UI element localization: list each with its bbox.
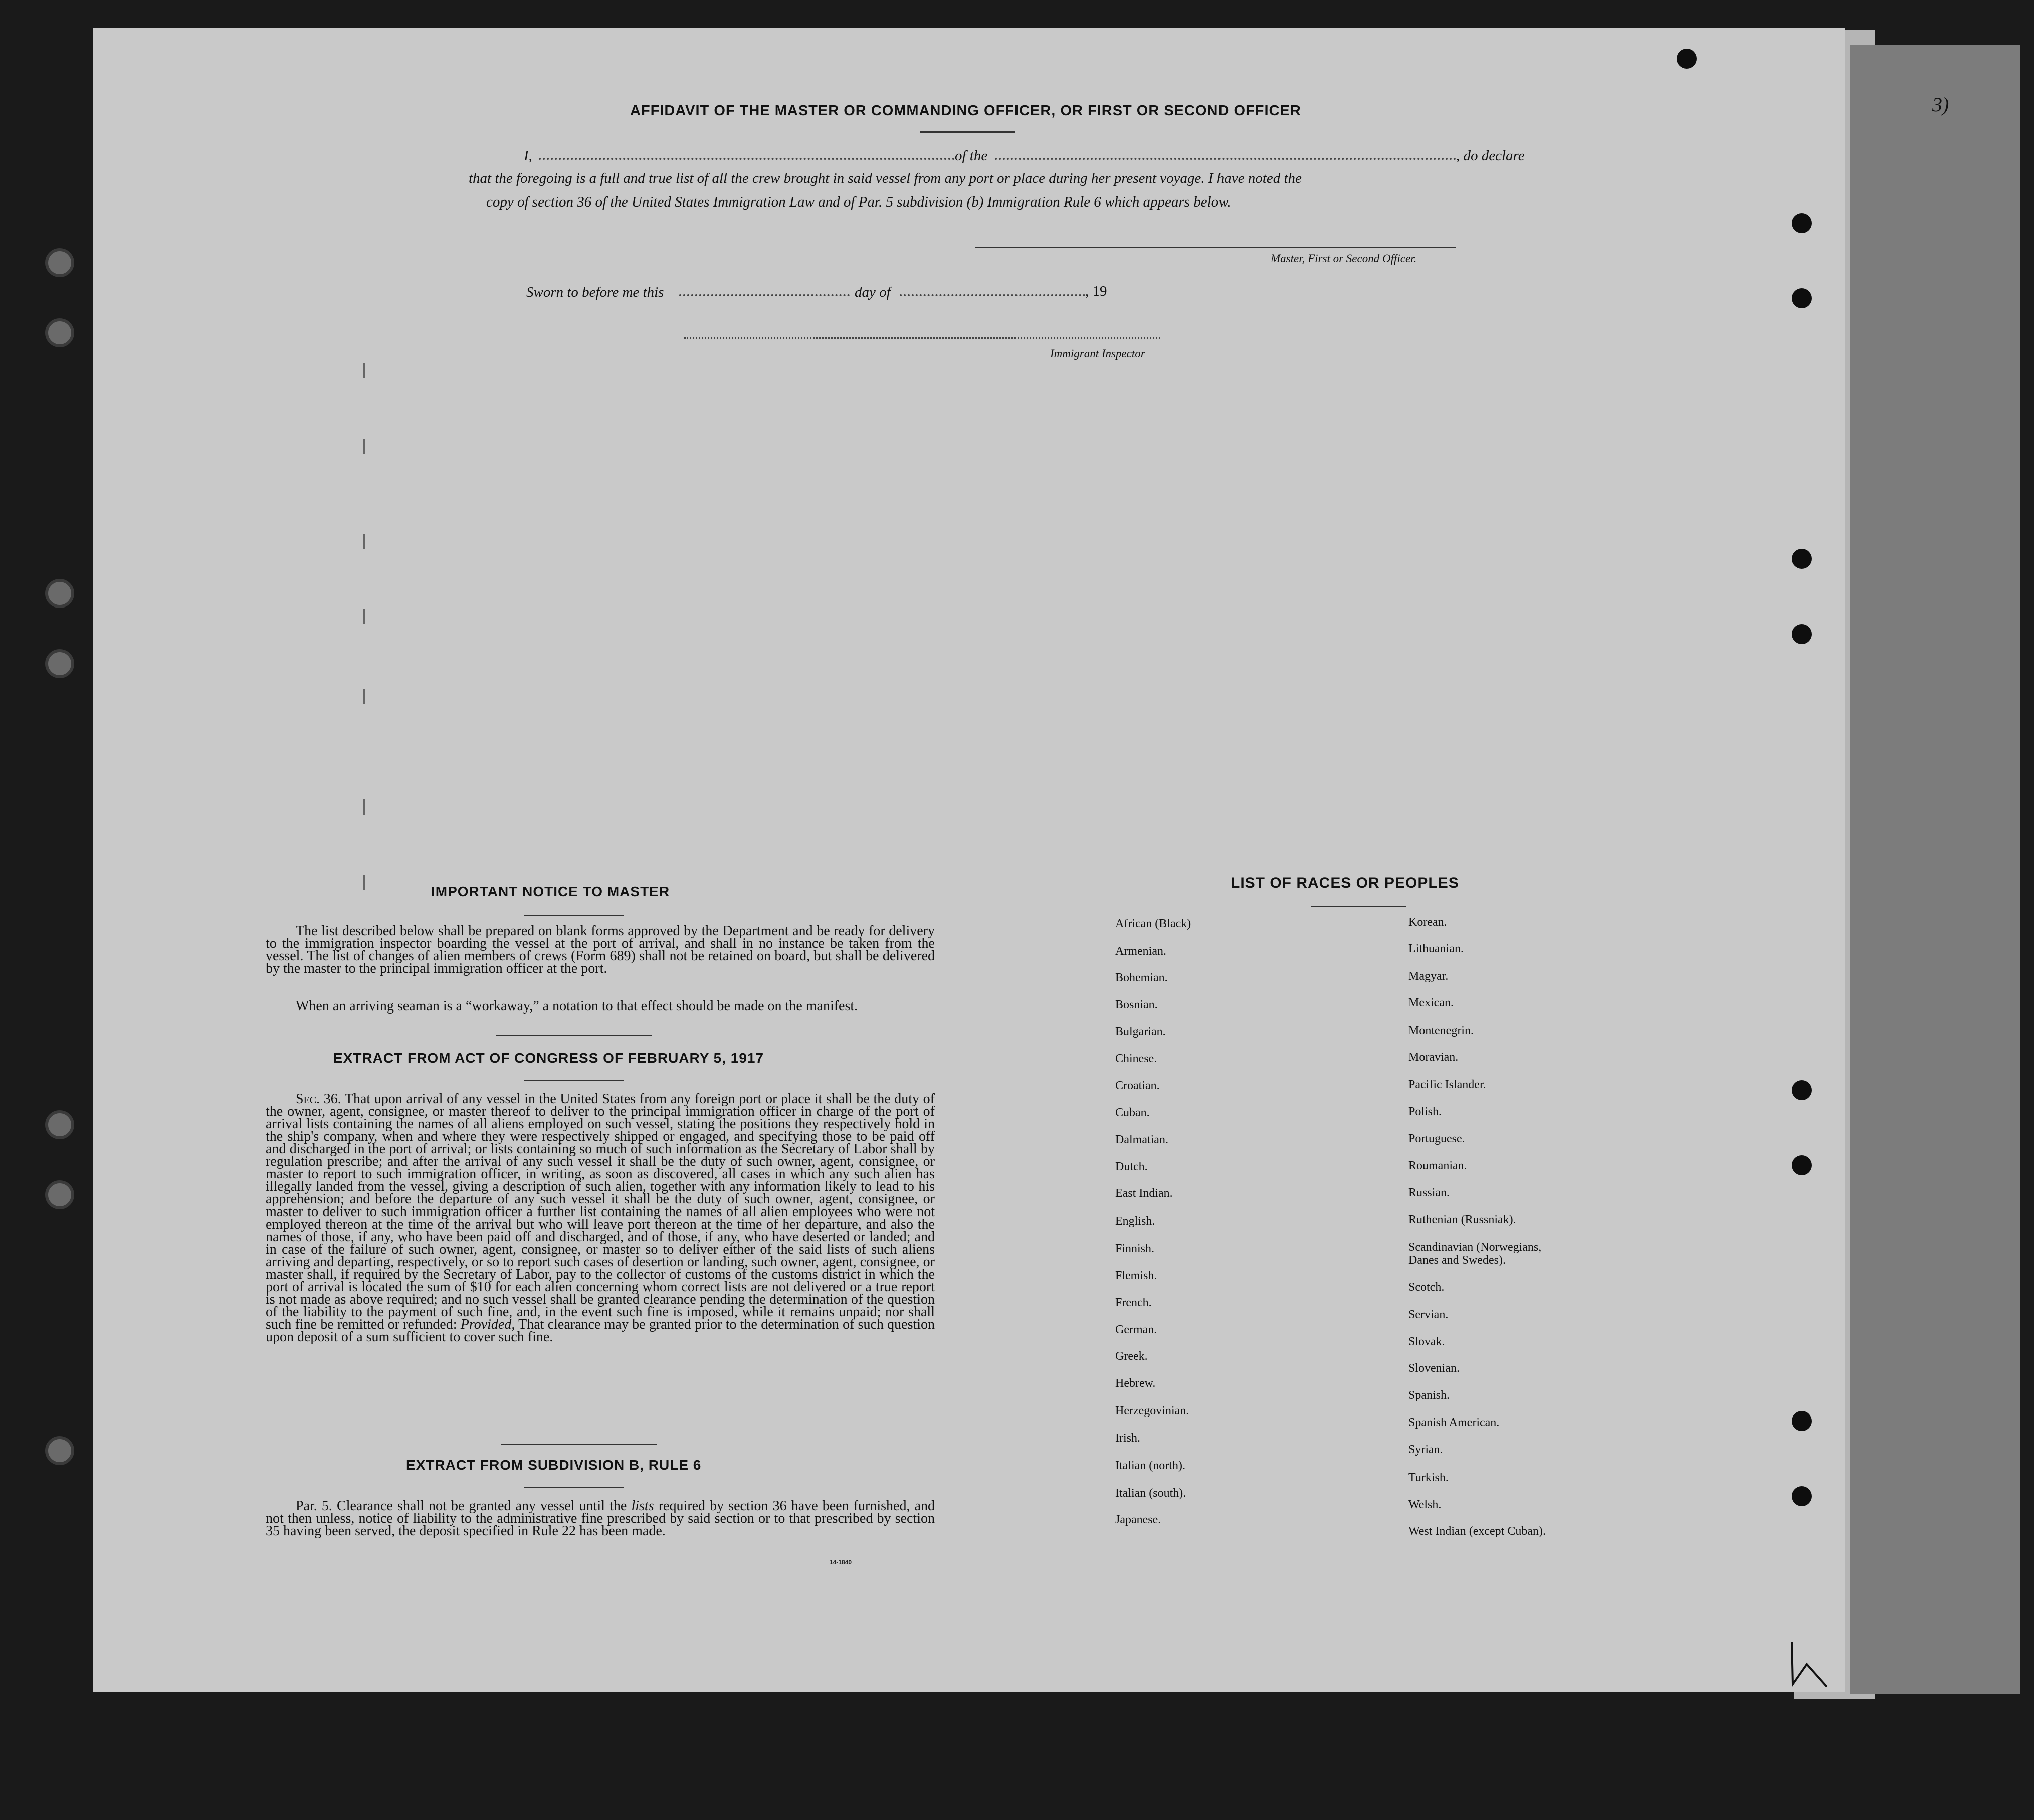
race-item: Dutch. — [1115, 1160, 1148, 1173]
section-rule — [524, 1487, 624, 1488]
punch-hole-right — [1792, 1486, 1812, 1506]
ghost-mark — [363, 609, 365, 624]
race-item: Herzegovinian. — [1115, 1404, 1189, 1418]
race-item: Cuban. — [1115, 1106, 1150, 1119]
race-item: Slovak. — [1408, 1335, 1445, 1348]
race-item: Pacific Islander. — [1408, 1078, 1486, 1091]
punch-hole-right — [1792, 624, 1812, 644]
race-item: Armenian. — [1115, 945, 1166, 958]
races-title: LIST OF RACES OR PEOPLES — [1231, 875, 1459, 891]
binding-hole-left — [45, 1110, 74, 1139]
race-item: Servian. — [1408, 1308, 1449, 1321]
ghost-mark — [363, 439, 365, 454]
sworn-day-blank[interactable] — [679, 294, 850, 296]
binding-hole-left — [45, 579, 74, 608]
race-item: Spanish American. — [1408, 1416, 1500, 1429]
notice-paragraph: When an arriving seaman is a “workaway,” a notation to that effect should be made on the manifest. — [296, 998, 858, 1014]
rule-text: Par. 5. Clearance shall not be granted any vessel until the — [296, 1498, 627, 1514]
race-item: Montenegrin. — [1408, 1024, 1474, 1037]
punch-hole-right — [1792, 1155, 1812, 1175]
margin-note: 3) — [1932, 93, 1949, 116]
race-item: English. — [1115, 1215, 1155, 1228]
race-item: Finnish. — [1115, 1242, 1155, 1255]
race-item: African (Black) — [1115, 917, 1191, 930]
race-item: Hebrew. — [1115, 1377, 1156, 1390]
punch-hole-right — [1792, 1411, 1812, 1431]
underlying-page-dark — [1850, 45, 2020, 1694]
race-item: Irish. — [1115, 1432, 1140, 1445]
inspector-signature-line[interactable] — [684, 337, 1160, 339]
race-item: French. — [1115, 1296, 1152, 1309]
ghost-mark — [363, 534, 365, 549]
rule-extract-title: EXTRACT FROM SUBDIVISION B, RULE 6 — [406, 1457, 702, 1473]
race-item: Bosnian. — [1115, 998, 1158, 1012]
rule-text: required by section 36 have been furnished, and not then unless, notice of liability to the administrative fine prescribed by said section or to that prescribed by section 35 having been served, the deposit specified in Rule 22 has been made. — [266, 1498, 935, 1539]
race-item: Ruthenian (Russniak). — [1408, 1213, 1516, 1226]
race-item: Syrian. — [1408, 1443, 1443, 1456]
section-label: Sec. 36. — [296, 1091, 341, 1107]
notice-rule — [524, 915, 624, 916]
race-item: Magyar. — [1408, 970, 1449, 983]
notice-title: IMPORTANT NOTICE TO MASTER — [431, 884, 670, 899]
race-item: Flemish. — [1115, 1269, 1157, 1282]
section-text-end: That clearance may be granted prior to the determination of such question upon deposit of a sum sufficient to cover such fine. — [266, 1317, 935, 1345]
race-item: Japanese. — [1115, 1513, 1161, 1526]
race-item: Greek. — [1115, 1350, 1148, 1363]
affidavit-title: AFFIDAVIT OF THE MASTER OR COMMANDING OFFICER, OR FIRST OR SECOND OFFICER — [630, 103, 1301, 119]
sworn-month-blank[interactable] — [900, 294, 1085, 296]
form-number: 14-1840 — [830, 1559, 852, 1566]
act-extract-text — [266, 1093, 935, 1343]
race-item: Scandinavian (Norwegians, Danes and Swedes). — [1408, 1241, 1542, 1267]
document-page — [93, 28, 1949, 1692]
binding-hole-left — [45, 1180, 74, 1209]
section-rule — [524, 1080, 624, 1081]
binding-hole-left — [45, 649, 74, 678]
provided-word: Provided, — [460, 1317, 515, 1332]
notice-paragraph: The list described below shall be prepared on blank forms approved by the Department and be ready for delivery to the immigration inspector boarding the vessel at the port of arrival, and shall in no instance be taken from the vessel. The list of changes of alien members of crews (Form 689) shall not be retained on board, but shall be delivered by the master to the principal immigration officer at the port. — [266, 923, 935, 976]
race-item: Spanish. — [1408, 1389, 1450, 1402]
affidavit-text: copy of section 36 of the United States Immigration Law and of Par. 5 subdivision (b) Immigration Rule 6 which appears below. — [486, 194, 1231, 210]
race-item: Lithuanian. — [1408, 942, 1464, 955]
ghost-mark — [363, 799, 365, 815]
section-rule — [496, 1035, 652, 1036]
affidavit-text: that the foregoing is a full and true list of all the crew brought in said vessel from any port or place during her present voyage. I have noted the — [469, 170, 1302, 186]
race-item: Italian (south). — [1115, 1487, 1186, 1500]
sworn-year-label: , 19 — [1085, 283, 1107, 299]
punch-hole-right — [1792, 288, 1812, 308]
race-item: Portuguese. — [1408, 1132, 1465, 1145]
act-extract-title: EXTRACT FROM ACT OF CONGRESS OF FEBRUARY 5, 1917 — [333, 1050, 764, 1066]
punch-hole-right — [1792, 1080, 1812, 1100]
inspector-label: Immigrant Inspector — [1050, 347, 1145, 360]
race-item: Croatian. — [1115, 1079, 1160, 1092]
binding-hole-left — [45, 248, 74, 277]
ghost-mark — [363, 363, 365, 378]
rule-extract-text — [266, 1500, 935, 1537]
name-blank[interactable] — [539, 158, 955, 160]
race-item: Dalmatian. — [1115, 1133, 1168, 1146]
race-item: Chinese. — [1115, 1052, 1157, 1065]
race-item: Mexican. — [1408, 996, 1454, 1009]
race-item: Turkish. — [1408, 1471, 1449, 1484]
ghost-mark — [363, 689, 365, 704]
race-item: Scotch. — [1408, 1281, 1445, 1294]
punch-hole-right — [1792, 213, 1812, 233]
officer-signature-line[interactable] — [975, 247, 1456, 248]
affidavit-declare-label: , do declare — [1456, 148, 1525, 164]
race-item: Moravian. — [1408, 1051, 1459, 1064]
race-item: Polish. — [1408, 1105, 1442, 1118]
binding-hole-left — [45, 318, 74, 347]
races-rule — [1311, 906, 1406, 907]
race-item: Russian. — [1408, 1186, 1450, 1199]
race-item: German. — [1115, 1323, 1157, 1336]
race-item: Welsh. — [1408, 1498, 1442, 1511]
race-item: East Indian. — [1115, 1187, 1173, 1200]
race-item: Bulgarian. — [1115, 1025, 1166, 1038]
race-item: Korean. — [1408, 916, 1447, 929]
ghost-mark — [363, 875, 365, 890]
check-mark-icon — [1787, 1637, 1832, 1692]
race-item: Italian (north). — [1115, 1459, 1185, 1472]
race-item: Roumanian. — [1408, 1159, 1467, 1172]
vessel-blank[interactable] — [995, 158, 1456, 160]
race-item: Slovenian. — [1408, 1362, 1460, 1375]
officer-label: Master, First or Second Officer. — [1271, 252, 1417, 265]
sworn-day-label: day of — [855, 284, 891, 300]
punch-hole-right — [1792, 549, 1812, 569]
race-item: West Indian (except Cuban). — [1408, 1525, 1546, 1538]
race-item: Bohemian. — [1115, 971, 1168, 984]
sworn-label: Sworn to before me this — [526, 284, 664, 300]
binding-hole-left — [45, 1436, 74, 1465]
lists-word: lists — [631, 1498, 654, 1514]
punch-hole-right — [1677, 49, 1697, 69]
section-text: That upon arrival of any vessel in the United States from any foreign port or place it shall be the duty of the owner, agent, consignee, or master thereof to deliver to the principal immigration officer in charge of the port of arrival lists containing the names of all aliens employed on such vessel, stating the positions they respectively hold in the ship's company, when and where they were respectively shipped or engaged, and specifying those to be paid off and discharged in the port of arrival; or lists containing so much of such information as the Secretary of Labor shall by regulation prescribe; and after the arrival of any such vessel it shall be the duty of such owner, agent, consignee, or master to report to such immigration officer, in writing, as soon as discovered, all cases in which any such alien has illegally landed from the vessel, giving a description of such alien, together with any information likely to lead to his apprehension; and before the departure of any such vessel it shall be the duty of such owner, agent, consignee, or master to deliver to such immigration officer a further list containing the names of all alien employees who were not employed thereon at the time of the arrival but who will leave port thereon at the time of her departure, and also the names of those, if any, who have been paid off and discharged, and of those, if any, who have deserted or landed; and in case of the failure of such owner, agent, consignee, or master so to deliver either of the said lists of such aliens arriving and departing, respectively, or so to report such cases of desertion or landing, such owner, agent, consignee, or master shall, if required by the Secretary of Labor, pay to the collector of customs of the customs district in which the port of arrival is located the sum of $10 for each alien concerning whom correct lists are not delivered or a true report is not made as above required; and no such vessel shall be granted clearance pending the determination of the question of the liability to the payment of such fine, and, in the event such fine is imposed, while it remains unpaid; nor shall such fine be remitted or refunded: — [266, 1091, 935, 1332]
title-rule — [920, 131, 1015, 133]
section-rule — [501, 1444, 657, 1445]
affidavit-of-the-label: of the — [955, 148, 988, 164]
affidavit-i-label: I, — [524, 148, 532, 164]
